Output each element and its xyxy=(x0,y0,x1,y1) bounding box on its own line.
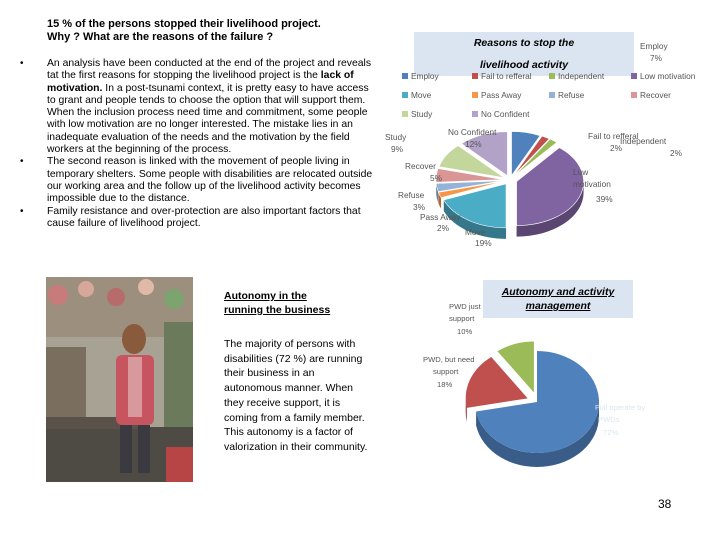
bullet-bold-text: lack of motivation. xyxy=(47,70,354,94)
autonomy-pie-chart xyxy=(415,292,655,482)
legend-label-refuse: Refuse xyxy=(558,90,585,100)
legend-label-fail-to-refferal: Fail to refferal xyxy=(481,71,532,81)
bullet-text-before: An analysis have been conducted at the end of the project and reveals tat the first reasons for stopping the livelihood project is the xyxy=(47,58,372,82)
legend-swatch-pass-away xyxy=(472,92,478,98)
legend-label-employ: Employ xyxy=(411,71,439,81)
pie2-label-full-operate-by-pwds-name: Full operate by xyxy=(595,403,646,412)
data-label-pass-away-name: Pass Away xyxy=(420,212,461,222)
legend-swatch-no-confident xyxy=(472,111,478,117)
legend-label-move: Move xyxy=(411,90,432,100)
data-label-move-name: Move xyxy=(465,227,486,237)
pie2-label-full-operate-by-pwds-name: PWDs xyxy=(598,415,620,424)
legend-swatch-recover xyxy=(631,92,637,98)
autonomy-title xyxy=(224,289,374,317)
bullet-item: • Family resistance and over-protection are also important factors that cause failure of livelihood project. xyxy=(18,206,380,231)
legend-label-recover: Recover xyxy=(640,90,671,100)
data-label-refuse-name: Refuse xyxy=(398,190,425,200)
data-label-move-value: 19% xyxy=(475,238,492,248)
pie2-label-pwd-but-need-support-name: support xyxy=(433,367,459,376)
person-photo xyxy=(46,277,193,482)
heading-line-1: 15 % of the persons stopped their livelihood project. xyxy=(47,18,321,30)
data-label-refuse-value: 3% xyxy=(413,202,425,212)
pie2-label-pwd-just-support-name: support xyxy=(449,314,475,323)
legend-label-no-confident: No Confident xyxy=(481,109,530,119)
data-label-recover-name: Recover xyxy=(405,161,436,171)
autonomy-title-line-2: running the business xyxy=(224,304,331,316)
pie2-label-pwd-but-need-support-value: 18% xyxy=(437,380,453,389)
data-label-independent-value: 2% xyxy=(670,148,682,158)
pie2-label-pwd-just-support-value: 10% xyxy=(457,327,473,336)
chart2-header-line-1: Autonomy and activity xyxy=(501,286,615,298)
data-label-fail-to-refferal-name: Fail to refferal xyxy=(588,131,639,141)
bullet-item xyxy=(18,58,380,156)
chart2-header-line-2: management xyxy=(525,300,591,312)
bullet-text-after: In a post-tsunami context, it is pretty easy to have access to grant and people tends to choose the option that will support them. When the inclusion process need time and commitment, some people with low motivation are no longer interested. The mistake lies in an inadequate evaluation of the needs and the motivation by the field workers at the beginning of the process. xyxy=(47,82,369,156)
legend-swatch-low-motivation xyxy=(631,73,637,79)
data-label-pass-away-value: 2% xyxy=(437,223,449,233)
legend-label-pass-away: Pass Away xyxy=(481,90,522,100)
data-label-recover-value: 5% xyxy=(430,173,442,183)
autonomy-text: The majority of persons with disabilities (72 %) are running their business in an autonomous manner. When they receive support, it is coming from a family member. This autonomy is a factor of valorization in their community. xyxy=(224,338,368,453)
legend-swatch-independent xyxy=(549,73,555,79)
pie2-label-full-operate-by-pwds-value: 72% xyxy=(603,428,619,437)
legend-swatch-study xyxy=(402,111,408,117)
heading-line-2: Why ? What are the reasons of the failure ? xyxy=(47,31,274,43)
data-label-study-name: Study xyxy=(385,132,407,142)
legend-label-independent: Independent xyxy=(558,71,605,81)
data-label-fail-to-refferal-value: 2% xyxy=(610,143,622,153)
legend-swatch-refuse xyxy=(549,92,555,98)
data-label-employ-value: 7% xyxy=(650,53,662,63)
autonomy-title-line-1: Autonomy in the xyxy=(224,290,307,302)
legend-swatch-fail-to-refferal xyxy=(472,73,478,79)
slide-heading xyxy=(47,18,367,44)
data-label-independent-name: Independent xyxy=(620,136,667,146)
bullet-item: • The second reason is linked with the movement of people living in temporary shelters. Some people with disabilities are relocated outside our working area and the follow up of the livelihood activity becomes impossible due to the distance. xyxy=(18,156,380,205)
data-label-no-confident-name: No Confident xyxy=(448,127,497,137)
data-label-low-motivation-value: 39% xyxy=(596,194,613,204)
data-label-study-value: 9% xyxy=(391,144,403,154)
page-number: 38 xyxy=(658,497,672,511)
pie2-label-pwd-just-support-name: PWD just xyxy=(449,302,481,311)
legend-label-low-motivation: Low motivation xyxy=(640,71,696,81)
chart1-header-line-1: Reasons to stop the xyxy=(473,37,575,49)
reasons-pie-chart xyxy=(380,30,720,255)
legend-label-study: Study xyxy=(411,109,433,119)
data-label-low-motivation-name: Low xyxy=(573,167,589,177)
chart1-header-line-2: livelihood activity xyxy=(479,59,569,71)
data-label-low-motivation-name: motivation xyxy=(573,179,611,189)
data-label-employ-name: Employ xyxy=(640,41,668,51)
data-label-no-confident-value: 12% xyxy=(465,139,482,149)
legend-swatch-employ xyxy=(402,73,408,79)
bullet-list xyxy=(18,58,380,230)
pie2-label-pwd-but-need-support-name: PWD, but need xyxy=(423,355,475,364)
legend-swatch-move xyxy=(402,92,408,98)
